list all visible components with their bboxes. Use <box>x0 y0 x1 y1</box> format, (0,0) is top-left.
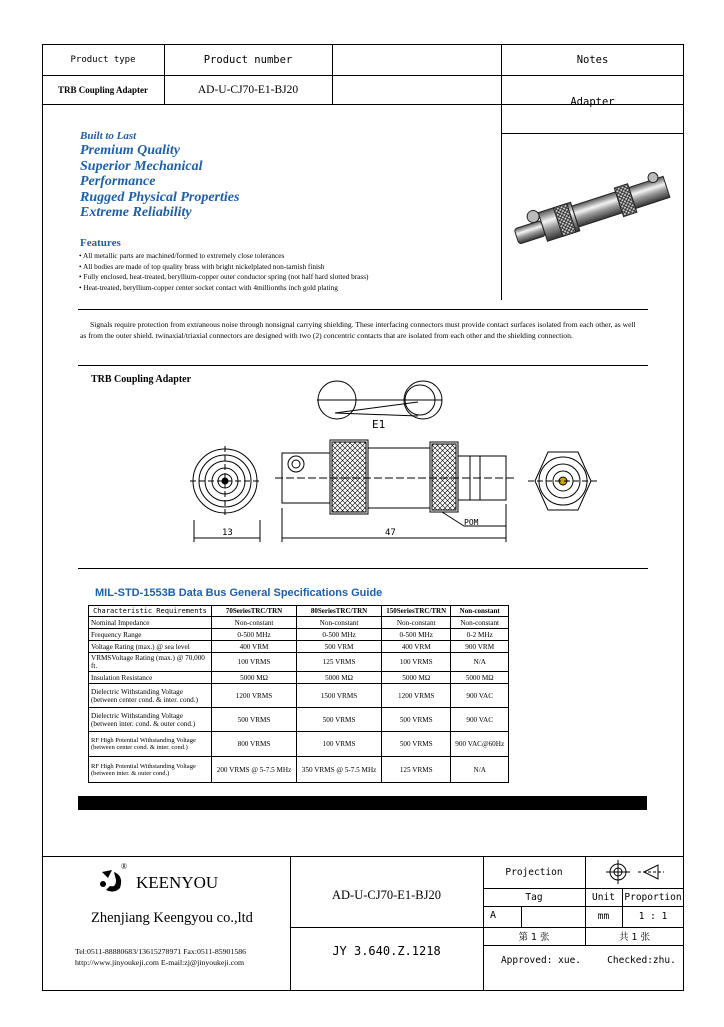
drawing-code: JY 3.640.Z.1218 <box>332 944 441 958</box>
approved-by: Approved: xue. <box>500 954 582 966</box>
col-header: Non-constant <box>451 606 509 617</box>
spec-table <box>88 605 509 783</box>
table-cell: Dielectric Withstanding Voltage (between inter. cond. & outer cond.) <box>89 708 212 732</box>
table-cell: N/A <box>451 653 509 672</box>
pom-label: POM <box>464 518 479 527</box>
technical-drawing <box>180 378 620 546</box>
description: Signals require protection from extraneous noise through nonsignal carrying shielding. These interfacing connectors must provide contact surfaces isolated from each other, as well as from the outer shield. twinaxial/triaxial connectors are designed with two (2) concentric contacts that are isolated from each other and the shielding connection. <box>80 320 636 340</box>
checked-by: Checked:zhu. <box>607 954 676 966</box>
feature-item: • Heat-treated, beryllium-copper center socket contact with 4millionths inch gold plating <box>79 283 338 293</box>
table-cell: Dielectric Withstanding Voltage (between center cond. & inter. cond.) <box>89 684 212 708</box>
table-row <box>89 684 509 708</box>
table-row <box>89 629 509 641</box>
col-header: 80SeriesTRC/TRN <box>297 606 382 617</box>
table-cell: 1200 VRMS <box>382 684 451 708</box>
table-cell: N/A <box>451 757 509 783</box>
table-header-row <box>89 606 509 617</box>
feature-item: • All bodies are made of top quality brass with bright nickelplated non-tarnish finish <box>79 261 325 271</box>
table-cell: 100 VRMS <box>297 732 382 757</box>
table-cell: Insulation Resistance <box>89 672 212 684</box>
table-cell: 1500 VRMS <box>297 684 382 708</box>
table-cell: 500 VRMS <box>212 708 297 732</box>
table-row <box>89 617 509 629</box>
col-header: 150SeriesTRC/TRN <box>382 606 451 617</box>
quality-list <box>80 143 239 221</box>
table-cell: 900 VAC <box>451 708 509 732</box>
table-cell: 900 VAC <box>451 684 509 708</box>
product-number-value: AD-U-CJ70-E1-BJ20 <box>197 83 299 96</box>
built-to-last: Built to Last <box>80 130 137 142</box>
table-row <box>89 708 509 732</box>
e1-label: E1 <box>372 418 386 431</box>
company-contact <box>75 946 246 968</box>
table-cell: 500 VRMS <box>297 708 382 732</box>
table-cell: 100 VRMS <box>212 653 297 672</box>
table-cell: Nominal Impedance <box>89 617 212 629</box>
col-header: Characteristic Requirements <box>89 606 212 617</box>
quality-line: Superior Mechanical <box>80 158 203 174</box>
table-cell: 125 VRMS <box>297 653 382 672</box>
product-type-value: TRB Coupling Adapter <box>57 84 149 95</box>
features-title: Features <box>80 237 121 249</box>
quality-line: Rugged Physical Properties <box>80 189 240 205</box>
unit-label: Unit <box>592 891 615 903</box>
notes-value: Adapter <box>570 96 615 108</box>
table-cell: 0-500 MHz <box>297 629 382 641</box>
drawing-title: TRB Coupling Adapter <box>91 374 192 385</box>
table-cell: RF High Potential Withstanding Voltage (between center cond. & inter. cond.) <box>89 732 212 757</box>
table-cell: 500 VRM <box>297 641 382 653</box>
quality-line: Performance <box>80 174 156 190</box>
tag-label: Tag <box>525 891 543 903</box>
table-cell: VRMSVoltage Rating (max.) @ 70,000 ft. <box>89 653 212 672</box>
table-cell: 0-500 MHz <box>212 629 297 641</box>
registered-mark: ® <box>121 862 128 871</box>
table-cell: 200 VRMS @ 5-7.5 MHz <box>212 757 297 783</box>
product-number-label: Product number <box>203 53 293 66</box>
spec-title: MIL-STD-1553B Data Bus General Specifications Guide <box>95 587 383 599</box>
features-list <box>79 251 509 294</box>
table-cell: 500 VRMS <box>382 708 451 732</box>
table-cell: 400 VRM <box>382 641 451 653</box>
table-cell: 900 VAC@60Hz <box>451 732 509 757</box>
table-cell: Non-constant <box>212 617 297 629</box>
table-row <box>89 641 509 653</box>
table-cell: 5000 MΩ <box>212 672 297 684</box>
projection-label: Projection <box>505 866 563 878</box>
table-cell: 500 VRMS <box>382 732 451 757</box>
feature-item: • Fully enclosed, heat-treated, beryllium-copper outer conductor spring (not half hard slotted brass) <box>79 272 369 282</box>
brand-name: KEENYOU <box>136 873 219 892</box>
table-row <box>89 672 509 684</box>
table-cell: 800 VRMS <box>212 732 297 757</box>
col-header: 70SeriesTRC/TRN <box>212 606 297 617</box>
table-cell: 350 VRMS @ 5-7.5 MHz <box>297 757 382 783</box>
contact-web: http://www.jinyoukeji.com E-mail:zj@jinyoukeji.com <box>75 958 245 967</box>
feature-item: • All metallic parts are machined/formed to extremely close tolerances <box>79 251 285 260</box>
table-cell: Non-constant <box>451 617 509 629</box>
table-cell: 0-500 MHz <box>382 629 451 641</box>
sheet-number: 第 1 张 <box>518 932 550 943</box>
footer-product-number: AD-U-CJ70-E1-BJ20 <box>331 887 442 902</box>
table-row <box>89 653 509 672</box>
table-cell: Voltage Rating (max.) @ sea level <box>89 641 212 653</box>
proportion-label: Proportion <box>624 891 682 903</box>
dimension-47: 47 <box>385 528 396 538</box>
table-row <box>89 757 509 783</box>
table-cell: 125 VRMS <box>382 757 451 783</box>
black-divider-bar <box>78 796 647 810</box>
sheet-total: 共 1 张 <box>618 932 651 943</box>
company-name: Zhenjiang Keengyou co.,ltd <box>91 910 253 926</box>
contact-tel: Tel:0511-88880683/13615278971 Fax:0511-85901586 <box>75 947 247 956</box>
table-cell: 1200 VRMS <box>212 684 297 708</box>
table-row <box>89 732 509 757</box>
projection-symbol-icon <box>604 860 666 884</box>
table-cell: 5000 MΩ <box>451 672 509 684</box>
table-cell: 5000 MΩ <box>297 672 382 684</box>
table-cell: Non-constant <box>382 617 451 629</box>
tag-value: A <box>490 910 497 921</box>
table-cell: 5000 MΩ <box>382 672 451 684</box>
notes-label: Notes <box>576 53 609 66</box>
table-cell: 400 VRM <box>212 641 297 653</box>
table-cell: Non-constant <box>297 617 382 629</box>
table-cell: 900 VRM <box>451 641 509 653</box>
table-cell: RF High Potential Withstanding Voltage (between inter. & outer cond.) <box>89 757 212 783</box>
unit-value: mm <box>597 911 610 922</box>
table-cell: 0-2 MHz <box>451 629 509 641</box>
table-cell: 100 VRMS <box>382 653 451 672</box>
product-photo <box>504 160 680 260</box>
dimension-13: 13 <box>222 528 233 538</box>
quality-line: Premium Quality <box>80 143 180 158</box>
proportion-value: 1 : 1 <box>638 911 668 922</box>
product-type-label: Product type <box>70 54 136 65</box>
quality-line: Extreme Reliability <box>80 205 192 221</box>
table-cell: Frequency Range <box>89 629 212 641</box>
